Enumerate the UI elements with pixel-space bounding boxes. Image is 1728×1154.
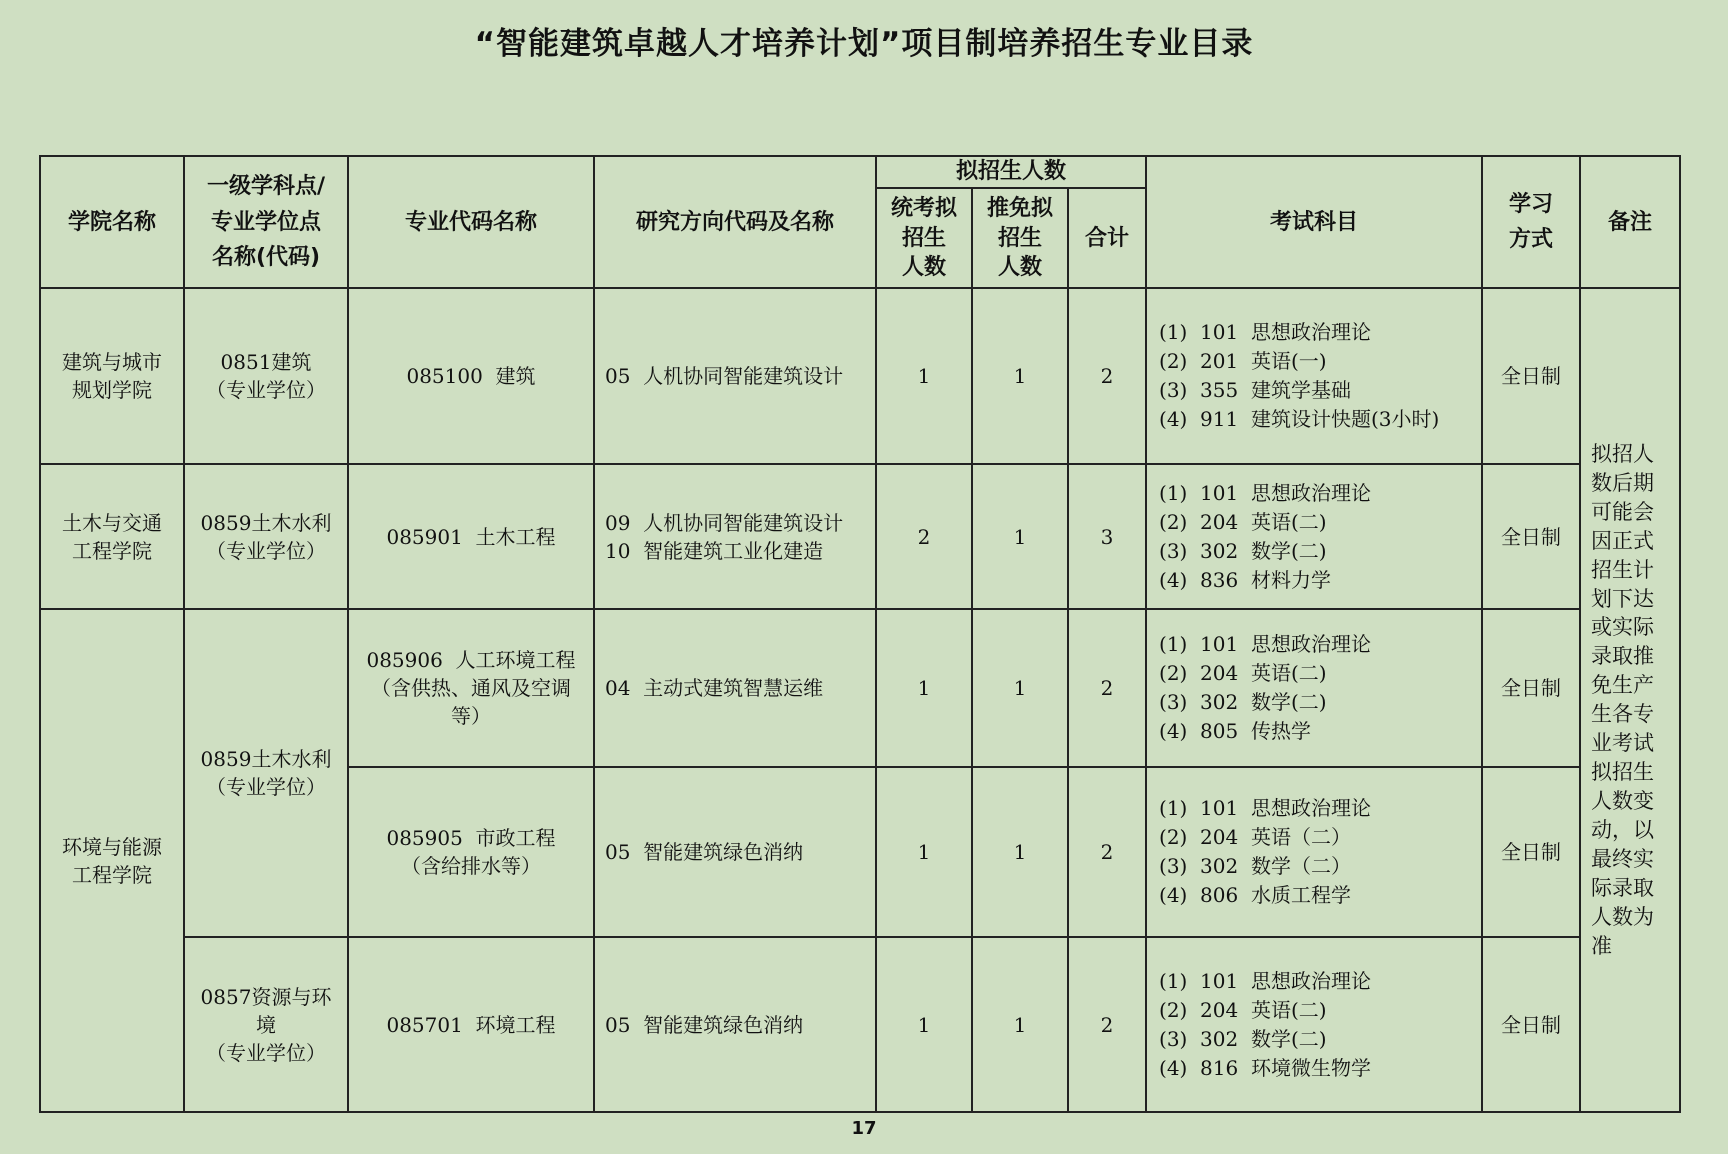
recommend-count-cell: 1 xyxy=(972,767,1068,937)
discipline-cell: 0857资源与环 境 （专业学位） xyxy=(184,937,348,1112)
study-mode-cell: 全日制 xyxy=(1482,609,1580,767)
recommend-count-cell: 1 xyxy=(972,464,1068,609)
remark-cell: 拟招人数后期可能会因正式招生计划下达或实际录取推免生产生各专业考试拟招生人数变动，以最终实际录取人数为准 xyxy=(1580,288,1680,1112)
total-cell: 3 xyxy=(1068,464,1146,609)
discipline-cell: 0859土木水利 （专业学位） xyxy=(184,464,348,609)
direction-cell: 09 人机协同智能建筑设计 10 智能建筑工业化建造 xyxy=(594,464,876,609)
exam-count-cell: 2 xyxy=(876,464,972,609)
discipline-cell: 0859土木水利 （专业学位） xyxy=(184,609,348,937)
subjects-cell: (1) 101 思想政治理论 (2) 201 英语(一) (3) 355 建筑学基础 (4) 911 建筑设计快题(3小时) xyxy=(1146,288,1482,464)
study-mode-cell: 全日制 xyxy=(1482,464,1580,609)
subjects-cell: (1) 101 思想政治理论 (2) 204 英语(二) (3) 302 数学(二) (4) 816 环境微生物学 xyxy=(1146,937,1482,1112)
recommend-count-cell: 1 xyxy=(972,288,1068,464)
exam-count-cell: 1 xyxy=(876,609,972,767)
direction-cell: 05 智能建筑绿色消纳 xyxy=(594,937,876,1112)
header-exam-count: 统考拟 招生 人数 xyxy=(876,188,972,288)
college-cell: 建筑与城市 规划学院 xyxy=(40,288,184,464)
exam-count-cell: 1 xyxy=(876,937,972,1112)
header-enroll-group: 拟招生人数 xyxy=(876,156,1146,188)
exam-count-cell: 1 xyxy=(876,288,972,464)
header-discipline: 一级学科点/ 专业学位点 名称(代码) xyxy=(184,156,348,288)
header-direction: 研究方向代码及名称 xyxy=(594,156,876,288)
subjects-cell: (1) 101 思想政治理论 (2) 204 英语(二) (3) 302 数学(二) (4) 805 传热学 xyxy=(1146,609,1482,767)
total-cell: 2 xyxy=(1068,609,1146,767)
header-total: 合计 xyxy=(1068,188,1146,288)
subjects-cell: (1) 101 思想政治理论 (2) 204 英语（二） (3) 302 数学（二） (4) 806 水质工程学 xyxy=(1146,767,1482,937)
total-cell: 2 xyxy=(1068,288,1146,464)
header-major: 专业代码名称 xyxy=(348,156,594,288)
header-college: 学院名称 xyxy=(40,156,184,288)
discipline-cell: 0851建筑 （专业学位） xyxy=(184,288,348,464)
table-row xyxy=(40,609,1680,767)
header-recommend-count: 推免拟 招生 人数 xyxy=(972,188,1068,288)
study-mode-cell: 全日制 xyxy=(1482,288,1580,464)
subjects-cell: (1) 101 思想政治理论 (2) 204 英语(二) (3) 302 数学(二) (4) 836 材料力学 xyxy=(1146,464,1482,609)
major-cell: 085901 土木工程 xyxy=(348,464,594,609)
major-cell: 085906 人工环境工程 （含供热、通风及空调 等） xyxy=(348,609,594,767)
table-row xyxy=(40,937,1680,1112)
header-remark: 备注 xyxy=(1580,156,1680,288)
direction-cell: 05 智能建筑绿色消纳 xyxy=(594,767,876,937)
enrollment-catalog-table xyxy=(39,155,1681,1113)
college-cell: 环境与能源 工程学院 xyxy=(40,609,184,1112)
header-subjects: 考试科目 xyxy=(1146,156,1482,288)
header-study-mode: 学习 方式 xyxy=(1482,156,1580,288)
page-title: “智能建筑卓越人才培养计划”项目制培养招生专业目录 xyxy=(474,26,1254,62)
college-cell: 土木与交通 工程学院 xyxy=(40,464,184,609)
table-row xyxy=(40,464,1680,609)
study-mode-cell: 全日制 xyxy=(1482,767,1580,937)
recommend-count-cell: 1 xyxy=(972,609,1068,767)
recommend-count-cell: 1 xyxy=(972,937,1068,1112)
total-cell: 2 xyxy=(1068,767,1146,937)
major-cell: 085701 环境工程 xyxy=(348,937,594,1112)
direction-cell: 05 人机协同智能建筑设计 xyxy=(594,288,876,464)
page-number: 17 xyxy=(851,1118,877,1139)
total-cell: 2 xyxy=(1068,937,1146,1112)
major-cell: 085100 建筑 xyxy=(348,288,594,464)
major-cell: 085905 市政工程 （含给排水等） xyxy=(348,767,594,937)
direction-cell: 04 主动式建筑智慧运维 xyxy=(594,609,876,767)
table-row xyxy=(40,288,1680,464)
exam-count-cell: 1 xyxy=(876,767,972,937)
study-mode-cell: 全日制 xyxy=(1482,937,1580,1112)
